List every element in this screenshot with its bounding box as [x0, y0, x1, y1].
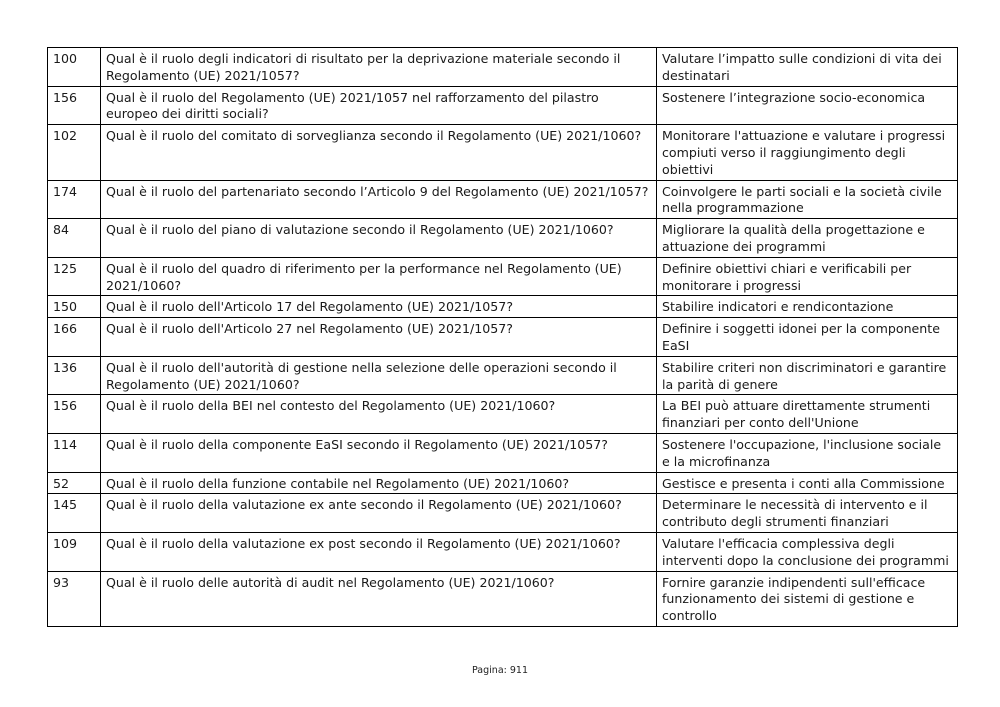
- answer-cell: Sostenere l’integrazione socio-economica: [657, 86, 958, 125]
- row-number: 102: [48, 125, 101, 180]
- table-row: [48, 472, 958, 494]
- answer-cell: Definire i soggetti idonei per la componente EaSI: [657, 318, 958, 357]
- table-row: [48, 48, 958, 87]
- table-row: [48, 180, 958, 219]
- question-cell: Qual è il ruolo dell'autorità di gestione nella selezione delle operazioni secondo il Regolamento (UE) 2021/1060?: [101, 356, 657, 395]
- table-row: [48, 257, 958, 296]
- question-cell: Qual è il ruolo del quadro di riferimento per la performance nel Regolamento (UE) 2021/1060?: [101, 257, 657, 296]
- table-row: [48, 219, 958, 258]
- question-cell: Qual è il ruolo del piano di valutazione secondo il Regolamento (UE) 2021/1060?: [101, 219, 657, 258]
- table-row: [48, 433, 958, 472]
- table-row: [48, 571, 958, 626]
- question-cell: Qual è il ruolo dell'Articolo 17 del Regolamento (UE) 2021/1057?: [101, 296, 657, 318]
- question-cell: Qual è il ruolo della valutazione ex ante secondo il Regolamento (UE) 2021/1060?: [101, 494, 657, 533]
- table-row: [48, 125, 958, 180]
- question-cell: Qual è il ruolo delle autorità di audit nel Regolamento (UE) 2021/1060?: [101, 571, 657, 626]
- row-number: 156: [48, 395, 101, 434]
- answer-cell: Valutare l'efficacia complessiva degli interventi dopo la conclusione dei programmi: [657, 532, 958, 571]
- answer-cell: Definire obiettivi chiari e verificabili per monitorare i progressi: [657, 257, 958, 296]
- question-cell: Qual è il ruolo della componente EaSI secondo il Regolamento (UE) 2021/1057?: [101, 433, 657, 472]
- answer-cell: Sostenere l'occupazione, l'inclusione sociale e la microfinanza: [657, 433, 958, 472]
- table-row: [48, 86, 958, 125]
- table-row: [48, 356, 958, 395]
- row-number: 109: [48, 532, 101, 571]
- table-row: [48, 296, 958, 318]
- question-cell: Qual è il ruolo dell'Articolo 27 nel Regolamento (UE) 2021/1057?: [101, 318, 657, 357]
- answer-cell: Stabilire indicatori e rendicontazione: [657, 296, 958, 318]
- question-cell: Qual è il ruolo della funzione contabile nel Regolamento (UE) 2021/1060?: [101, 472, 657, 494]
- answer-cell: La BEI può attuare direttamente strumenti finanziari per conto dell'Unione: [657, 395, 958, 434]
- answer-cell: Monitorare l'attuazione e valutare i progressi compiuti verso il raggiungimento degli obiettivi: [657, 125, 958, 180]
- row-number: 100: [48, 48, 101, 87]
- answer-cell: Valutare l’impatto sulle condizioni di vita dei destinatari: [657, 48, 958, 87]
- row-number: 174: [48, 180, 101, 219]
- question-cell: Qual è il ruolo della valutazione ex post secondo il Regolamento (UE) 2021/1060?: [101, 532, 657, 571]
- row-number: 84: [48, 219, 101, 258]
- row-number: 52: [48, 472, 101, 494]
- question-cell: Qual è il ruolo del Regolamento (UE) 2021/1057 nel rafforzamento del pilastro europeo dei diritti sociali?: [101, 86, 657, 125]
- answer-cell: Gestisce e presenta i conti alla Commissione: [657, 472, 958, 494]
- row-number: 93: [48, 571, 101, 626]
- answer-cell: Determinare le necessità di intervento e il contributo degli strumenti finanziari: [657, 494, 958, 533]
- row-number: 150: [48, 296, 101, 318]
- row-number: 145: [48, 494, 101, 533]
- table-row: [48, 318, 958, 357]
- question-cell: Qual è il ruolo del partenariato secondo l’Articolo 9 del Regolamento (UE) 2021/1057?: [101, 180, 657, 219]
- row-number: 114: [48, 433, 101, 472]
- question-cell: Qual è il ruolo degli indicatori di risultato per la deprivazione materiale secondo il Regolamento (UE) 2021/1057?: [101, 48, 657, 87]
- row-number: 125: [48, 257, 101, 296]
- question-answer-table: [47, 47, 958, 627]
- question-cell: Qual è il ruolo della BEI nel contesto del Regolamento (UE) 2021/1060?: [101, 395, 657, 434]
- table-row: [48, 494, 958, 533]
- question-cell: Qual è il ruolo del comitato di sorveglianza secondo il Regolamento (UE) 2021/1060?: [101, 125, 657, 180]
- table-row: [48, 532, 958, 571]
- answer-cell: Coinvolgere le parti sociali e la società civile nella programmazione: [657, 180, 958, 219]
- answer-cell: Migliorare la qualità della progettazione e attuazione dei programmi: [657, 219, 958, 258]
- page-number: Pagina: 911: [472, 665, 528, 676]
- table-row: [48, 395, 958, 434]
- row-number: 156: [48, 86, 101, 125]
- answer-cell: Stabilire criteri non discriminatori e garantire la parità di genere: [657, 356, 958, 395]
- row-number: 136: [48, 356, 101, 395]
- row-number: 166: [48, 318, 101, 357]
- answer-cell: Fornire garanzie indipendenti sull'efficace funzionamento dei sistemi di gestione e controllo: [657, 571, 958, 626]
